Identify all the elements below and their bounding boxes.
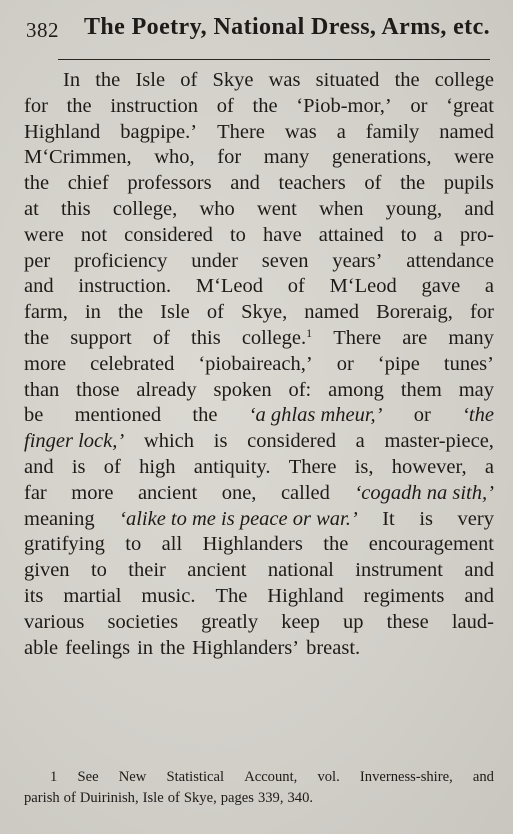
body-word: regiments bbox=[363, 584, 445, 607]
body-word: attained bbox=[318, 223, 384, 246]
body-word: those bbox=[76, 378, 120, 401]
body-word: pupils bbox=[443, 172, 494, 195]
footnote-word: 340. bbox=[287, 789, 314, 806]
page-header bbox=[26, 14, 491, 50]
body-word: per bbox=[24, 249, 51, 272]
footnote-word: Inverness-shire, bbox=[359, 769, 453, 785]
body-word: of bbox=[364, 172, 382, 195]
body-word: all bbox=[161, 533, 183, 556]
body-word: the bbox=[252, 94, 278, 117]
body-word: of bbox=[180, 69, 198, 91]
body-word: There bbox=[333, 326, 382, 349]
running-title: The Poetry, National Dress, Arms, etc. bbox=[84, 14, 491, 40]
body-word: There bbox=[217, 120, 265, 143]
body-word: its bbox=[24, 584, 44, 607]
body-word: of bbox=[287, 275, 305, 298]
body-word: Boreraig, bbox=[376, 301, 453, 324]
body-word: spoken bbox=[213, 378, 272, 401]
body-line bbox=[24, 455, 494, 481]
body-word: considered bbox=[247, 430, 336, 453]
body-word: for bbox=[470, 301, 494, 324]
body-word: at bbox=[24, 197, 39, 220]
body-word: a bbox=[484, 455, 494, 478]
footnote-line bbox=[24, 788, 494, 809]
body-word: bagpipe.’ bbox=[120, 120, 198, 143]
body-word: college, bbox=[112, 197, 178, 220]
footnote-word: Account, bbox=[244, 769, 298, 785]
body-word: Highlanders’ bbox=[192, 636, 300, 659]
body-line bbox=[24, 145, 494, 171]
footnote-word: Skye, bbox=[183, 789, 217, 806]
body-word: the bbox=[323, 533, 349, 556]
body-word: various bbox=[24, 610, 85, 633]
body-line bbox=[24, 326, 494, 352]
body-word: the bbox=[160, 636, 186, 659]
body-word: proficiency bbox=[74, 249, 168, 272]
body-word: keep bbox=[281, 610, 320, 633]
body-word: or bbox=[413, 404, 431, 427]
body-line bbox=[24, 171, 494, 197]
body-word: It bbox=[382, 507, 395, 530]
body-word: ancient bbox=[187, 559, 247, 582]
body-word: the bbox=[394, 69, 420, 91]
body-line bbox=[24, 636, 494, 662]
body-word: and bbox=[464, 559, 494, 582]
body-word: instruction. bbox=[78, 275, 172, 298]
body-line bbox=[24, 120, 494, 146]
body-word: of bbox=[152, 326, 170, 349]
footnote-marker: 1 bbox=[306, 325, 313, 340]
footnote-word: See bbox=[77, 769, 99, 785]
footnote-word: Duirinish, bbox=[79, 789, 139, 806]
body-word: one, bbox=[221, 481, 257, 504]
body-word: of bbox=[103, 455, 121, 478]
body-word: to bbox=[125, 533, 142, 556]
body-line bbox=[24, 610, 494, 636]
body-word: is bbox=[213, 430, 228, 453]
body-word: far bbox=[24, 481, 47, 504]
body-word: up bbox=[343, 610, 364, 633]
body-word: and bbox=[24, 275, 54, 298]
body-word: were bbox=[24, 223, 64, 246]
body-word: very bbox=[457, 507, 494, 530]
body-word: Highlanders bbox=[202, 533, 303, 556]
body-word: them bbox=[400, 378, 442, 401]
body-line bbox=[24, 584, 494, 610]
body-word: master-piece, bbox=[384, 430, 494, 453]
body-word: able bbox=[24, 636, 59, 659]
body-word: ‘piobaireach,’ bbox=[198, 352, 313, 375]
footnote-word: vol. bbox=[317, 769, 340, 785]
body-line bbox=[24, 274, 494, 300]
body-word: or bbox=[410, 94, 428, 117]
body-word: breast. bbox=[306, 636, 361, 659]
body-word: when bbox=[319, 197, 364, 220]
body-word: music. bbox=[141, 584, 196, 607]
body-word: martial bbox=[63, 584, 122, 607]
body-line bbox=[24, 352, 494, 378]
body-word: Skye bbox=[212, 69, 254, 91]
body-word: a bbox=[336, 120, 346, 143]
body-word: finger lock,’ bbox=[24, 430, 125, 453]
body-word: under bbox=[191, 249, 238, 272]
body-word: generations, bbox=[331, 146, 432, 169]
body-word: in bbox=[137, 636, 154, 659]
footnote-word: and bbox=[472, 769, 494, 785]
body-word: to bbox=[400, 223, 417, 246]
body-word: instruction bbox=[110, 94, 199, 117]
body-word: Isle bbox=[135, 69, 166, 91]
body-word: in bbox=[84, 301, 101, 324]
body-word: and bbox=[230, 172, 260, 195]
body-word: already bbox=[136, 378, 197, 401]
body-word: Skye, bbox=[241, 301, 288, 324]
body-word: the bbox=[95, 69, 121, 91]
body-word: ‘a ghlas mheur,’ bbox=[248, 404, 383, 427]
body-word: for bbox=[24, 94, 48, 117]
body-word: many bbox=[448, 326, 494, 349]
body-word: the bbox=[66, 94, 92, 117]
body-word: ‘great bbox=[446, 94, 494, 117]
body-word: to bbox=[229, 223, 246, 246]
body-line bbox=[24, 507, 494, 533]
body-word: however, bbox=[391, 455, 467, 478]
body-word: is, bbox=[354, 455, 374, 478]
body-word: instrument bbox=[355, 559, 443, 582]
body-word: or bbox=[336, 352, 354, 375]
body-word: young, bbox=[385, 197, 443, 220]
body-word: who, bbox=[154, 146, 195, 169]
body-word: among bbox=[328, 378, 384, 401]
body-word: ‘Piob-mor,’ bbox=[296, 94, 392, 117]
body-word: chief bbox=[67, 172, 109, 195]
body-line bbox=[24, 558, 494, 584]
body-word: considered bbox=[124, 223, 213, 246]
body-word: attendance bbox=[406, 249, 494, 272]
footnote-line bbox=[24, 767, 494, 788]
body-word: are bbox=[402, 326, 428, 349]
body-word: not bbox=[80, 223, 108, 246]
body-word: was bbox=[268, 69, 301, 91]
footnote-word: 339, bbox=[257, 789, 284, 806]
body-word: and bbox=[464, 584, 494, 607]
footnote bbox=[24, 767, 494, 808]
body-word: ‘alike to me is peace or war.’ bbox=[119, 507, 358, 530]
body-word: years’ bbox=[332, 249, 383, 272]
body-word: support bbox=[70, 326, 132, 349]
body-line bbox=[24, 429, 494, 455]
body-line bbox=[24, 223, 494, 249]
body-word: named bbox=[304, 301, 359, 324]
body-word: greatly bbox=[201, 610, 259, 633]
body-word: of bbox=[206, 301, 224, 324]
page-number: 382 bbox=[26, 18, 59, 42]
body-word: for bbox=[217, 146, 242, 169]
body-line bbox=[24, 378, 494, 404]
body-word: M‘Leod bbox=[329, 275, 397, 298]
body-word: to bbox=[90, 559, 107, 582]
footnote-word: 1 bbox=[50, 769, 58, 785]
body-word: teachers bbox=[278, 172, 346, 195]
body-word: M‘Crimmen, bbox=[24, 146, 132, 169]
body-line bbox=[24, 249, 494, 275]
footnote-word: New bbox=[118, 769, 147, 785]
body-word: laud- bbox=[451, 610, 494, 633]
body-word: were bbox=[454, 146, 494, 169]
body-word: There bbox=[288, 455, 337, 478]
body-word: celebrated bbox=[90, 352, 175, 375]
body-line bbox=[24, 68, 494, 94]
body-word: their bbox=[128, 559, 166, 582]
body-word: pro- bbox=[459, 223, 494, 246]
body-line bbox=[24, 300, 494, 326]
body-word: gratifying bbox=[24, 533, 105, 556]
body-word: a bbox=[484, 275, 494, 298]
body-word: the bbox=[24, 172, 50, 195]
body-word: named bbox=[439, 120, 494, 143]
body-word: given bbox=[24, 559, 70, 582]
body-word: national bbox=[267, 559, 334, 582]
body-word: high bbox=[139, 455, 176, 478]
body-word: which bbox=[143, 430, 195, 453]
body-word: ‘the bbox=[462, 404, 494, 427]
body-word: Highland bbox=[24, 120, 101, 143]
footnote-word: Statistical bbox=[166, 769, 225, 785]
body-word: the bbox=[24, 326, 50, 349]
body-word: societies bbox=[107, 610, 179, 633]
body-line bbox=[24, 532, 494, 558]
footnote-word: of bbox=[63, 789, 76, 806]
body-word: college.$^1$ bbox=[241, 325, 313, 349]
body-word: of bbox=[216, 94, 234, 117]
body-word: have bbox=[262, 223, 302, 246]
body-word: meaning bbox=[24, 507, 95, 530]
body-word: is bbox=[419, 507, 433, 530]
body-word: farm, bbox=[24, 301, 68, 324]
body-word: ancient bbox=[137, 481, 198, 504]
body-word: the bbox=[400, 172, 426, 195]
body-word: seven bbox=[261, 249, 309, 272]
body-word: these bbox=[386, 610, 429, 633]
body-line bbox=[24, 481, 494, 507]
body-word: antiquity. bbox=[193, 455, 271, 478]
body-word: a bbox=[355, 430, 365, 453]
body-word: this bbox=[61, 197, 91, 220]
body-line bbox=[24, 94, 494, 120]
body-word: who bbox=[199, 197, 235, 220]
body-word: encouragement bbox=[368, 533, 494, 556]
body-word: college bbox=[434, 69, 494, 91]
body-word: gave bbox=[421, 275, 461, 298]
body-word: of: bbox=[288, 378, 312, 401]
footnote-word: of bbox=[167, 789, 180, 806]
body-word: M‘Leod bbox=[195, 275, 264, 298]
footnote-word: parish bbox=[24, 789, 60, 806]
body-word: called bbox=[280, 481, 330, 504]
body-word: may bbox=[458, 378, 494, 401]
body-word: was bbox=[284, 120, 317, 143]
header-rule bbox=[58, 59, 490, 60]
body-word: than bbox=[24, 378, 60, 401]
body-line bbox=[24, 403, 494, 429]
body-word: is bbox=[71, 455, 86, 478]
body-word: feelings bbox=[65, 636, 131, 659]
body-word: family bbox=[365, 120, 420, 143]
body-word: In bbox=[63, 69, 81, 91]
body-word: and bbox=[24, 455, 54, 478]
body-word: The bbox=[215, 584, 248, 607]
body-word: tunes’ bbox=[443, 352, 494, 375]
body-word: many bbox=[263, 146, 310, 169]
body-word: professors bbox=[127, 172, 212, 195]
footnote-word: Isle bbox=[142, 789, 164, 806]
body-word: Isle bbox=[160, 301, 190, 324]
body-word: mentioned bbox=[74, 404, 162, 427]
body-word: more bbox=[71, 481, 114, 504]
footnote-word: pages bbox=[220, 789, 254, 806]
body-word: the bbox=[118, 301, 144, 324]
body-text bbox=[24, 68, 494, 661]
body-word: Highland bbox=[267, 584, 344, 607]
body-word: the bbox=[192, 404, 218, 427]
body-word: be bbox=[24, 404, 44, 427]
body-word: went bbox=[257, 197, 297, 220]
body-word: and bbox=[464, 197, 494, 220]
body-line bbox=[24, 197, 494, 223]
body-word: a bbox=[433, 223, 443, 246]
body-word: more bbox=[24, 352, 67, 375]
body-word: situated bbox=[315, 69, 380, 91]
body-word: this bbox=[191, 326, 221, 349]
body-word: ‘cogadh na sith,’ bbox=[354, 481, 494, 504]
body-word: ‘pipe bbox=[377, 352, 420, 375]
